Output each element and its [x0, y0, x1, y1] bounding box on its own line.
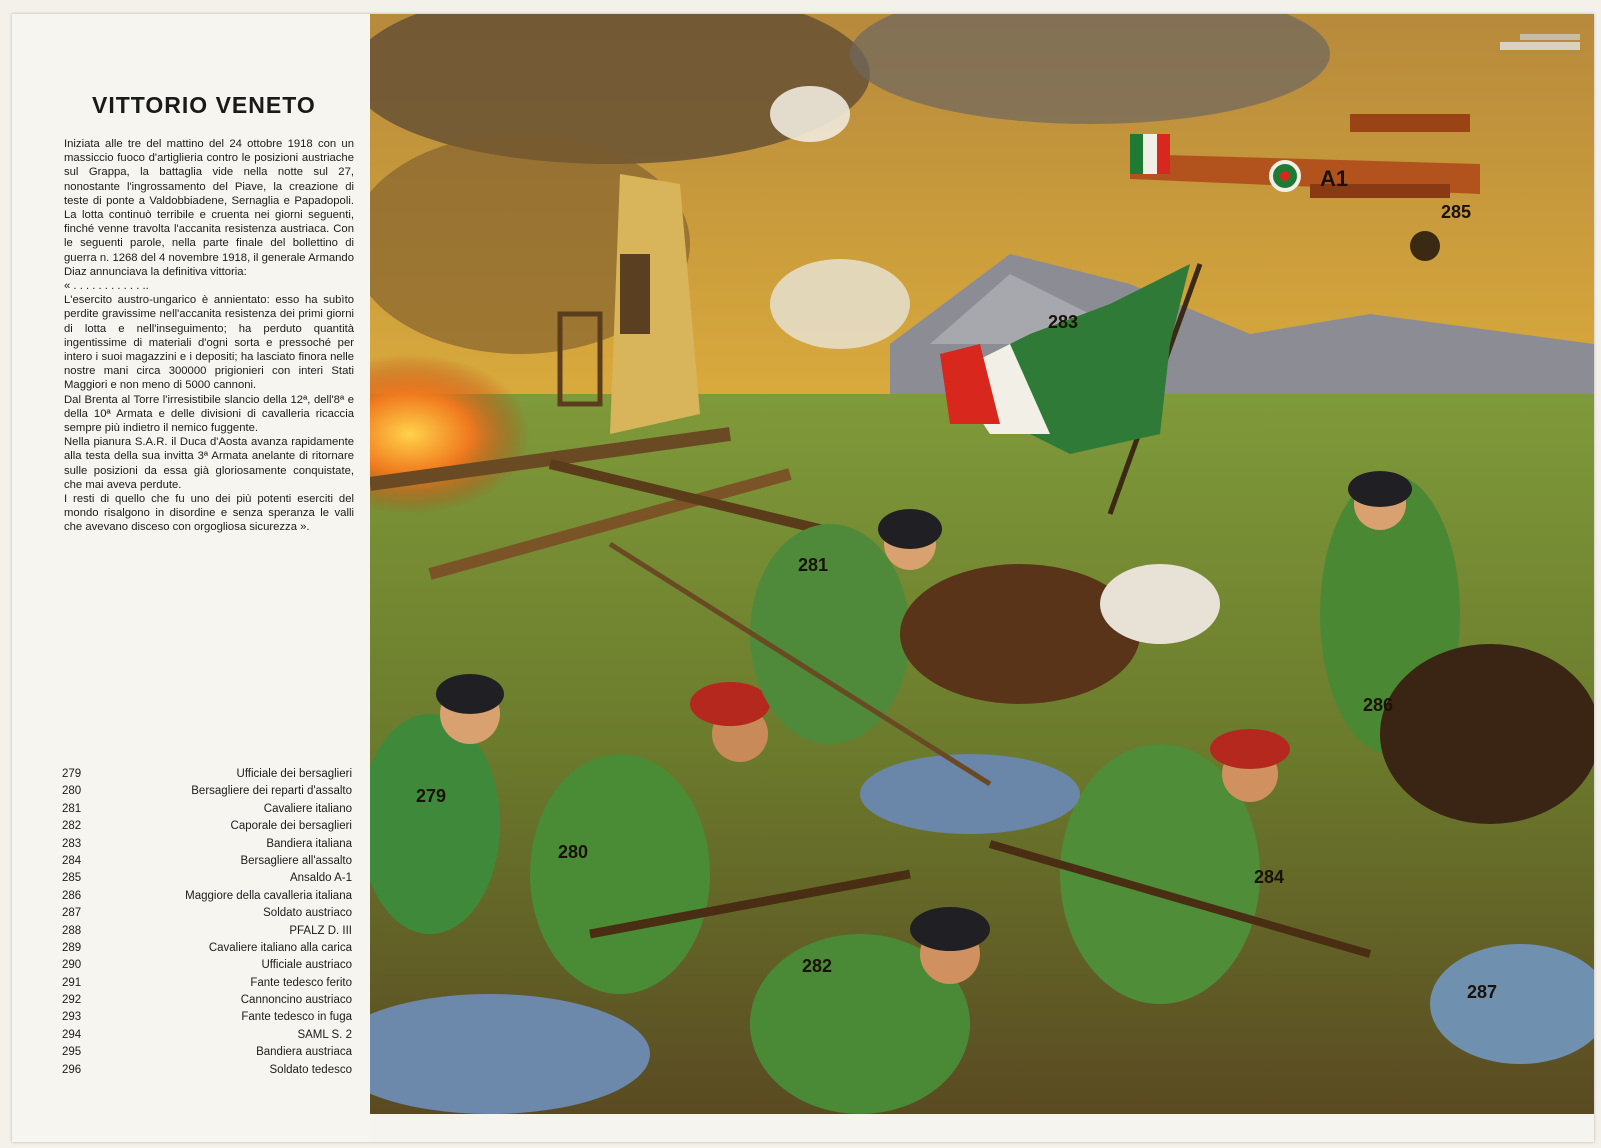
- legend-number: 284: [62, 854, 82, 867]
- battle-scene-illustration: [370, 14, 1594, 1114]
- white-smoke-puff: [770, 86, 850, 142]
- page-title: VITTORIO VENETO: [92, 92, 316, 118]
- legend-label: Maggiore della cavalleria italiana: [185, 889, 352, 902]
- legend-number: 296: [62, 1063, 82, 1076]
- sticker-legend: [62, 766, 352, 1079]
- legend-number: 288: [62, 924, 82, 937]
- legend-row: [62, 870, 352, 887]
- legend-number: 283: [62, 837, 82, 850]
- legend-row: [62, 1009, 352, 1026]
- battle-painting: [370, 14, 1594, 1114]
- legend-number: 289: [62, 941, 82, 954]
- white-smoke-puff: [770, 259, 910, 349]
- legend-row: [62, 818, 352, 835]
- legend-row: [62, 940, 352, 957]
- legend-label: Cavaliere italiano alla carica: [208, 941, 352, 954]
- legend-label: PFALZ D. III: [289, 924, 352, 937]
- sticker-number-279: 279: [416, 786, 447, 806]
- sticker-number-284: 284: [1254, 867, 1285, 887]
- sticker-number-286: 286: [1363, 695, 1394, 715]
- sticker-number-281: 281: [798, 555, 829, 575]
- legend-number: 286: [62, 889, 82, 902]
- article-paragraph-bulletin: L'esercito austro-ungarico è annientato: esso ha subìto perdite gravissime nell'accanita resistenza dei primi giorni di lotta e nell'inseguimento; ha perduto quantità ingentissime di materiali d'ogni sorta e pressoché per intero i suoi magazzini e i depositi; ha lasciato finora nelle nostre mani circa 300000 prigionieri con interi Stati Maggiori e non meno di 5000 cannoni.: [64, 294, 354, 392]
- article-paragraph-brenta: Dal Brenta al Torre l'irresistibile slancio della 12ª, dell'8ª e della 10ª Armata e delle divisioni di cavalleria ricaccia sempre più indietro il nemico fuggente.: [64, 393, 354, 435]
- legend-label: SAML S. 2: [297, 1028, 352, 1041]
- legend-label: Bandiera austriaca: [256, 1046, 352, 1059]
- legend-number: 280: [62, 785, 82, 798]
- legend-label: Cavaliere italiano: [263, 802, 352, 815]
- legend-row: [62, 1027, 352, 1044]
- legend-row: [62, 1062, 352, 1079]
- legend-label: Bandiera italiana: [266, 837, 352, 850]
- legend-number: 295: [62, 1046, 82, 1059]
- legend-row: [62, 923, 352, 940]
- legend-label: Fante tedesco in fuga: [241, 1011, 352, 1024]
- legend-row: [62, 992, 352, 1009]
- legend-row: [62, 836, 352, 853]
- legend-row: [62, 853, 352, 870]
- legend-number: 281: [62, 802, 82, 815]
- sticker-number-287: 287: [1467, 982, 1498, 1002]
- sticker-number-282: 282: [802, 956, 833, 976]
- legend-label: Bersagliere dei reparti d'assalto: [191, 785, 352, 798]
- legend-label: Ufficiale dei bersaglieri: [236, 768, 352, 780]
- ruined-window: [620, 254, 650, 334]
- legend-row: [62, 957, 352, 974]
- legend-label: Ufficiale austriaco: [261, 959, 352, 972]
- legend-number: 282: [62, 820, 82, 833]
- legend-label: Fante tedesco ferito: [250, 976, 352, 989]
- sticker-number-283: 283: [1048, 312, 1079, 332]
- legend-number: 290: [62, 959, 82, 972]
- sticker-number-280: 280: [558, 842, 589, 862]
- legend-row: [62, 783, 352, 800]
- legend-row: [62, 888, 352, 905]
- legend-label: Soldato tedesco: [269, 1063, 352, 1076]
- plane-marking: A1: [1320, 166, 1349, 191]
- legend-row: [62, 905, 352, 922]
- legend-label: Ansaldo A-1: [289, 872, 352, 885]
- legend-number: 285: [62, 872, 82, 885]
- article-paragraph-conclusion: I resti di quello che fu uno dei più potenti eserciti del mondo risalgono in disordine e senza speranza le valli che avevano disceso con orgogliosa sicurezza ».: [64, 493, 354, 534]
- legend-label: Cannoncino austriaco: [240, 994, 352, 1007]
- legend-number: 291: [62, 976, 82, 989]
- legend-number: 279: [62, 768, 82, 780]
- legend-label: Bersagliere all'assalto: [240, 854, 352, 867]
- legend-row: [62, 1044, 352, 1061]
- article-paragraph-intro: Iniziata alle tre del mattino del 24 ottobre 1918 con un massiccio fuoco d'artiglieria contro le posizioni austriache sul Grappa, la battaglia vide nella notte sul 27, nonostante l'ingrossamento del Piave, la creazione di teste di ponte a Valdobbiadene, Sernaglia e Papadopoli. La lotta continuò terribile e cruenta nei giorni seguenti, finché venne travolta l'accanita resistenza austriaca. Con le seguenti parole, nella parte finale del bollettino di guerra n. 1268 del 4 novembre 1918, il generale Armando Diaz annunciava la definitiva vittoria:: [64, 138, 354, 278]
- legend-number: 293: [62, 1011, 82, 1024]
- legend-label: Caporale dei bersaglieri: [230, 820, 352, 833]
- legend-number: 292: [62, 994, 82, 1007]
- legend-row: [62, 975, 352, 992]
- legend-label: Soldato austriaco: [263, 907, 352, 920]
- article-paragraph-aosta: Nella pianura S.A.R. il Duca d'Aosta avanza rapidamente alla testa della sua invitta 3ª Armata anelante di ritornare sulle posizioni da essa già gloriosamente conquistate, che mai aveva perdute.: [64, 436, 354, 491]
- legend-number: 287: [62, 907, 82, 920]
- legend-row: [62, 766, 352, 783]
- article-paragraph-ellipsis: « . . . . . . . . . . . ..: [64, 280, 149, 293]
- sticker-number-285: 285: [1441, 202, 1472, 222]
- legend-row: [62, 801, 352, 818]
- legend-number: 294: [62, 1028, 82, 1041]
- article-text: [64, 137, 354, 535]
